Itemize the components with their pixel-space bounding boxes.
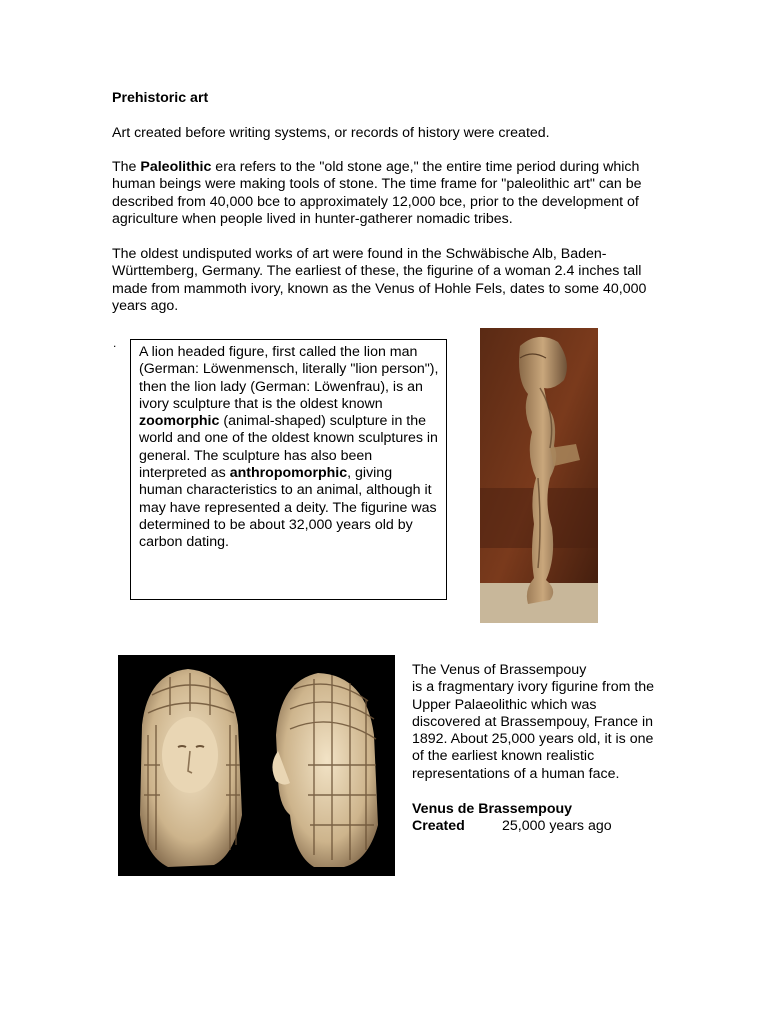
lion-text-1: A lion headed figure, first called the lion man (German: Löwenmensch, literally "lion person"), then the lion lady (German: Löwenfrau), is an ivory sculpture that is the oldest known xyxy=(139,344,439,412)
created-label: Created xyxy=(412,818,465,834)
venus-description-body: is a fragmentary ivory figurine from the Upper Palaeolithic which was discovered at Brassempouy, France in 1892. About 25,000 years old, it is one of the earliest known realistic representations of a human face. xyxy=(412,679,655,782)
venus-heads-image xyxy=(118,655,395,876)
paleolithic-post: era refers to the "old stone age," the entire time period during which human beings were making tools of stone. The time frame for "paleolithic art" can be described from 40,000 bce to approximately 12,000 bce, prior to the development of agriculture when people lived in hunter-gatherer nomadic tribes. xyxy=(112,159,642,227)
paleolithic-term: Paleolithic xyxy=(140,159,212,175)
venus-front-view xyxy=(140,669,242,867)
page-title: Prehistoric art xyxy=(112,90,209,106)
created-value: 25,000 years ago xyxy=(502,818,612,834)
venus-description xyxy=(412,662,662,783)
lion-man-textbox xyxy=(130,339,447,600)
oldest-works-paragraph: The oldest undisputed works of art were found in the Schwäbische Alb, Baden-Württemberg, Germany. The earliest of these, the figurine of a woman 2.4 inches tall made from mammoth ivory, known as the Venus of Hohle Fels, dates to some 40,000 years ago. xyxy=(112,246,647,314)
lion-man-figure-image xyxy=(480,328,598,623)
venus-description-first-line: The Venus of Brassempouy xyxy=(412,662,587,678)
venus-name-heading: Venus de Brassempouy xyxy=(412,801,573,817)
lion-man-photo xyxy=(480,328,598,623)
anthropomorphic-term: anthropomorphic xyxy=(229,465,348,482)
lion-man-description xyxy=(139,344,439,552)
venus-of-brassempouy-photo xyxy=(118,655,395,876)
paleolithic-paragraph xyxy=(112,159,657,228)
stray-dot: . xyxy=(113,336,117,350)
lion-text-3: , giving human characteristics to an animal, although it may have represented a deity. The figurine was determined to be about 32,000 years old by carbon dating. xyxy=(139,465,437,551)
intro-paragraph: Art created before writing systems, or records of history were created. xyxy=(112,125,550,141)
zoomorphic-term: zoomorphic xyxy=(139,413,220,430)
paleolithic-pre: The xyxy=(112,159,141,175)
lion-text-2: (animal-shaped) sculpture in the world and one of the oldest known sculptures in general. The sculpture has also been interpreted as xyxy=(139,413,438,482)
